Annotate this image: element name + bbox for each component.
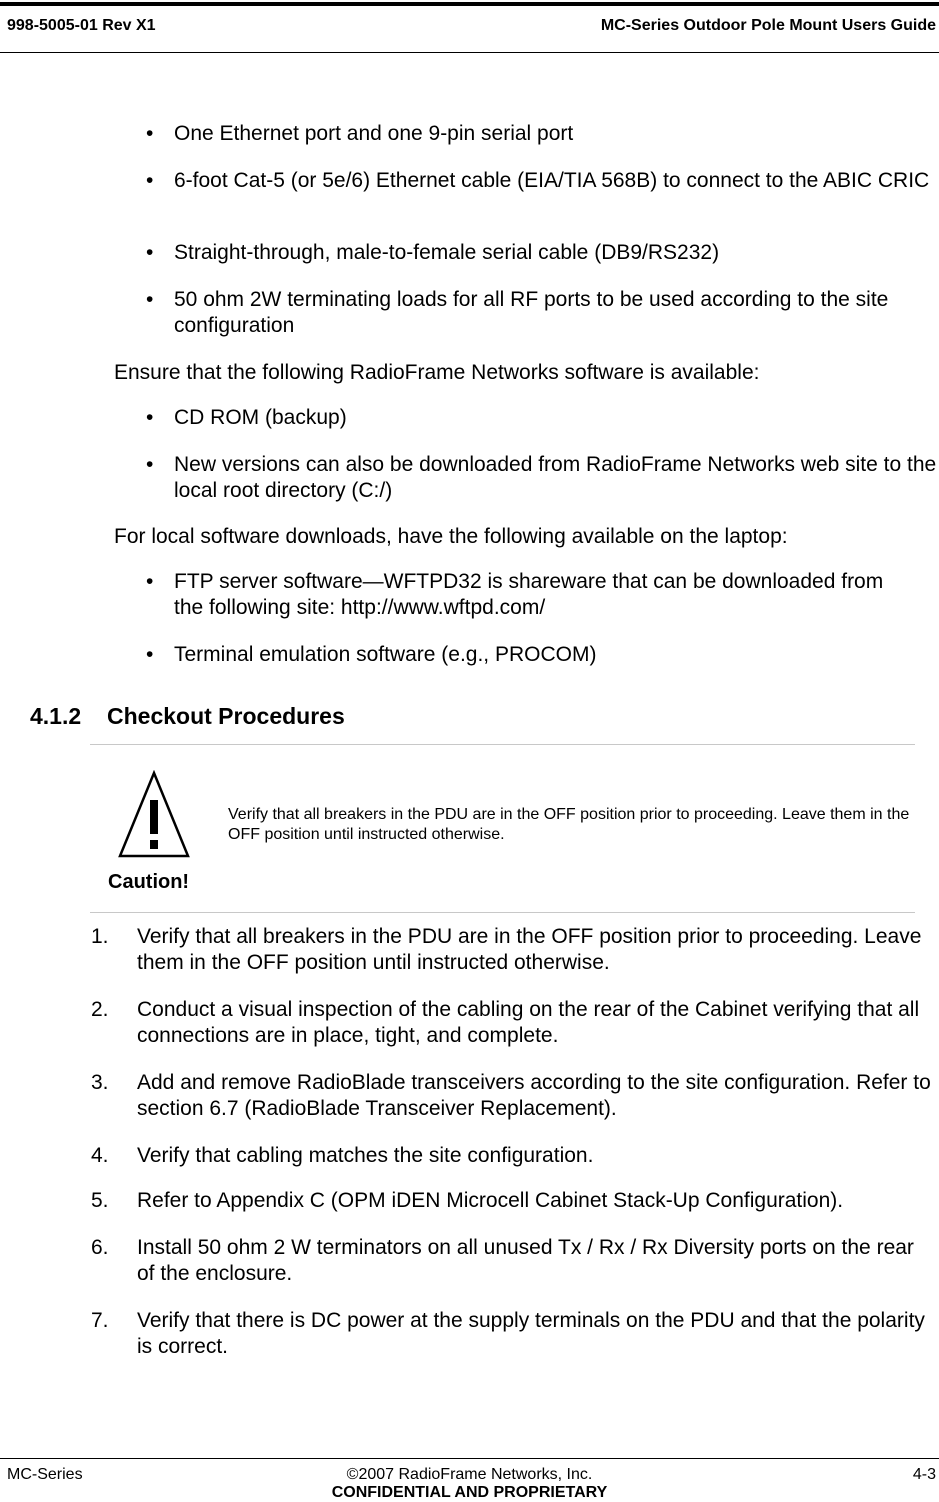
caution-label: Caution! xyxy=(108,871,190,893)
bullet-item: One Ethernet port and one 9-pin serial port xyxy=(174,122,574,145)
bullet-icon: • xyxy=(146,643,154,666)
step-number: 4. xyxy=(91,1144,109,1167)
step-number: 3. xyxy=(91,1071,109,1094)
step-number: 5. xyxy=(91,1189,109,1212)
step-text: Conduct a visual inspection of the cabling on the rear of the Cabinet verifying that all connections are in place, tight, and complete. xyxy=(137,998,920,1047)
bullet-item: Terminal emulation software (e.g., PROCOM) xyxy=(174,643,597,666)
bullet-icon: • xyxy=(146,288,154,311)
bullet-icon: • xyxy=(146,406,154,429)
header-rule xyxy=(0,52,939,53)
doc-number: 998-5005-01 Rev X1 xyxy=(7,17,156,34)
step-text: Verify that there is DC power at the supply terminals on the PDU and that the polarity is correct. xyxy=(137,1309,925,1358)
warning-triangle-icon xyxy=(118,770,190,858)
step-number: 6. xyxy=(91,1236,109,1259)
section-number: 4.1.2 xyxy=(30,703,82,729)
footer-copyright: ©2007 RadioFrame Networks, Inc. xyxy=(346,1466,593,1483)
bullet-item: New versions can also be downloaded from RadioFrame Networks web site to the local root directory (C:/) xyxy=(174,453,937,502)
step-text: Verify that cabling matches the site configuration. xyxy=(137,1144,594,1167)
section-title: Checkout Procedures xyxy=(107,703,345,729)
bullet-icon: • xyxy=(146,570,154,593)
caution-bottom-rule xyxy=(90,912,915,913)
step-text: Verify that all breakers in the PDU are in the OFF position prior to proceeding. Leave them in the OFF position until instructed otherwise. xyxy=(137,925,922,974)
step-text: Refer to Appendix C (OPM iDEN Microcell Cabinet Stack-Up Configuration). xyxy=(137,1189,844,1212)
step-number: 1. xyxy=(91,925,109,948)
doc-title: MC-Series Outdoor Pole Mount Users Guide xyxy=(600,17,936,34)
bullet-item: 6-foot Cat-5 (or 5e/6) Ethernet cable (EIA/TIA 568B) to connect to the ABIC CRIC xyxy=(174,169,930,192)
step-text: Install 50 ohm 2 W terminators on all unused Tx / Rx / Rx Diversity ports on the rear of the enclosure. xyxy=(137,1236,914,1285)
footer-rule xyxy=(0,1458,939,1459)
bullet-icon: • xyxy=(146,453,154,476)
step-number: 2. xyxy=(91,998,109,1021)
bullet-item: Straight-through, male-to-female serial cable (DB9/RS232) xyxy=(174,241,720,264)
caution-top-rule xyxy=(90,744,915,745)
step-text: Add and remove RadioBlade transceivers according to the site configuration. Refer to section 6.7 (RadioBlade Transceiver Replacement). xyxy=(137,1071,931,1120)
bullet-item: CD ROM (backup) xyxy=(174,406,347,429)
caution-text: Verify that all breakers in the PDU are in the OFF position prior to proceeding. Leave them in the OFF position until instructed otherwise. xyxy=(228,806,910,843)
footer-confidential: CONFIDENTIAL AND PROPRIETARY xyxy=(331,1484,608,1501)
footer-product: MC-Series xyxy=(7,1466,83,1483)
paragraph-software: Ensure that the following RadioFrame Networks software is available: xyxy=(114,361,760,384)
footer-page-number: 4-3 xyxy=(912,1466,936,1483)
bullet-item: FTP server software—WFTPD32 is shareware that can be downloaded from the following site: http://www.wftpd.com/ xyxy=(174,570,884,619)
paragraph-downloads: For local software downloads, have the following available on the laptop: xyxy=(114,525,788,548)
bullet-icon: • xyxy=(146,122,154,145)
bullet-icon: • xyxy=(146,169,154,192)
header-top-rule xyxy=(0,2,939,6)
step-number: 7. xyxy=(91,1309,109,1332)
bullet-item: 50 ohm 2W terminating loads for all RF ports to be used according to the site configuration xyxy=(174,288,889,337)
bullet-icon: • xyxy=(146,241,154,264)
